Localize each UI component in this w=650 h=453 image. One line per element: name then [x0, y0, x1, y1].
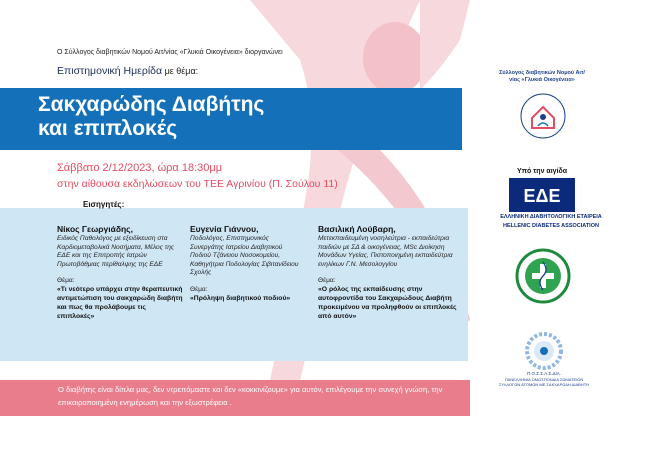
speaker-role: Μετεκπαιδευμένη νοσηλεύτρια - εκπαιδεύτρια παιδιών με ΣΔ & οικογένειας, MSc Διοίκηση Μονάδων Υγείας, Πιστοποιημένη εκπαιδεύτρια ενηλίκων Γ.Ν. Μεσολογγίου [318, 235, 453, 268]
event-place: στην αίθουσα εκδηλώσεων του ΤΕΕ Αγρινίου (Π. Σούλου 11) [57, 178, 338, 190]
organizer-intro: Ο Σύλλογος διαβητικών Νομού Αιτ/νίας «Γλυκιά Οικογένεια» διοργανώνει [57, 49, 283, 56]
ede-logo [509, 178, 575, 212]
speaker-topic-label: Θέμα: [318, 277, 336, 285]
title-line-2: και επιπλοκές [38, 117, 178, 140]
organizer-name: Σύλλογος διαβητικών Νομού Αιτ/νίας «Γλυκιά Οικογένεια» [499, 70, 585, 83]
speaker-role: Ποδολόγος, Επιστημονικός Συνεργάτης Ιατρείου Διαβητικού Ποδιού Τζάνειου Νοσοκομείου, Καθηγήτρια Ποδολογίας Σιβιτανίδειου Σχολής [190, 235, 299, 277]
event-date: Σάββατο 2/12/2023, ώρα 18:30μμ [57, 162, 223, 174]
posdia-full-name: ΠΑΝΕΛΛΗΝΙΑ ΟΜΟΣΠΟΝΔΙΑ ΣΩΜΑΤΕΙΩΝ ΣΥΛΛΟΓΩΝ ΑΤΟΜΩΝ ΜΕ ΣΑΚΧΑΡΩΔΗ ΔΙΑΒΗΤΗ [498, 377, 590, 387]
ede-greek-name: ΕΛΛΗΝΙΚΗ ΔΙΑΒΗΤΟΛΟΓΙΚΗ ΕΤΑΙΡΕΙΑ [500, 214, 602, 220]
speakers-label: Εισηγητές: [83, 200, 125, 209]
posdia-logo [514, 331, 574, 377]
ede-mark: ΕΔΕ [523, 186, 561, 206]
speaker-name: Ευγενία Γιάννου, [190, 224, 259, 234]
speaker-card [318, 224, 458, 321]
page-title [38, 93, 458, 141]
speaker-topic: «Τι νεότερο υπάρχει στην θεραπευτική αντιμετώπιση του σακχαρώδη διαβήτη και πως θα προλάβουμε τις επιπλοκές» [57, 286, 183, 321]
speaker-topic: «Ο ρόλος της εκπαίδευσης στην αυτοφροντίδα του Σακχαρώδους Διαβήτη προκειμένου να προληφθούν οι επιπλοκές από αυτόν» [318, 286, 457, 321]
event-type-suffix: με θέμα: [162, 66, 199, 76]
title-line-1: Σακχαρώδης Διαβήτης [38, 93, 265, 116]
speaker-name: Νίκος Γεωργιάδης, [57, 224, 133, 234]
event-type-strong: Επιστημονική Ημερίδα [57, 65, 163, 77]
speaker-card [190, 224, 302, 303]
speaker-topic: «Πρόληψη διαβητικού ποδιού» [190, 294, 291, 302]
medical-association-seal [515, 248, 571, 304]
speaker-card [57, 224, 185, 321]
event-type [57, 65, 198, 77]
organizer-logo [519, 92, 567, 140]
speaker-role: Ειδικός Παθολόγος με εξειδίκευση στα Καρδιομεταβολικά Νοσήματα, Μέλος της ΕΔΕ και της Επιτροπής Ιατρών Πρωτοβάθμιας περίθαλψης της ΕΔΕ [57, 235, 175, 268]
speaker-topic-label: Θέμα: [57, 277, 75, 285]
speaker-name: Βασιλική Λούβαρη, [318, 224, 396, 234]
speaker-topic-label: Θέμα: [190, 285, 208, 293]
ede-english-name: HELLENIC DIABETES ASSOCIATION [503, 223, 599, 229]
patronage-label: Υπό την αιγίδα [516, 168, 568, 175]
posdia-short: Π.Ο.Σ.Σ.Α.Σ.ΔΙΑ. [526, 371, 562, 376]
closing-quote: Ο διαβήτης είναι δίπλα μας, δεν ντρεπόμαστε και δεν «κοκκινίζουμε» για αυτόν, επιλέγουμε την συνεχή γνώση, την επικαιροποιημένη ενημέρωση και την εξωστρέφεια . [58, 385, 443, 407]
